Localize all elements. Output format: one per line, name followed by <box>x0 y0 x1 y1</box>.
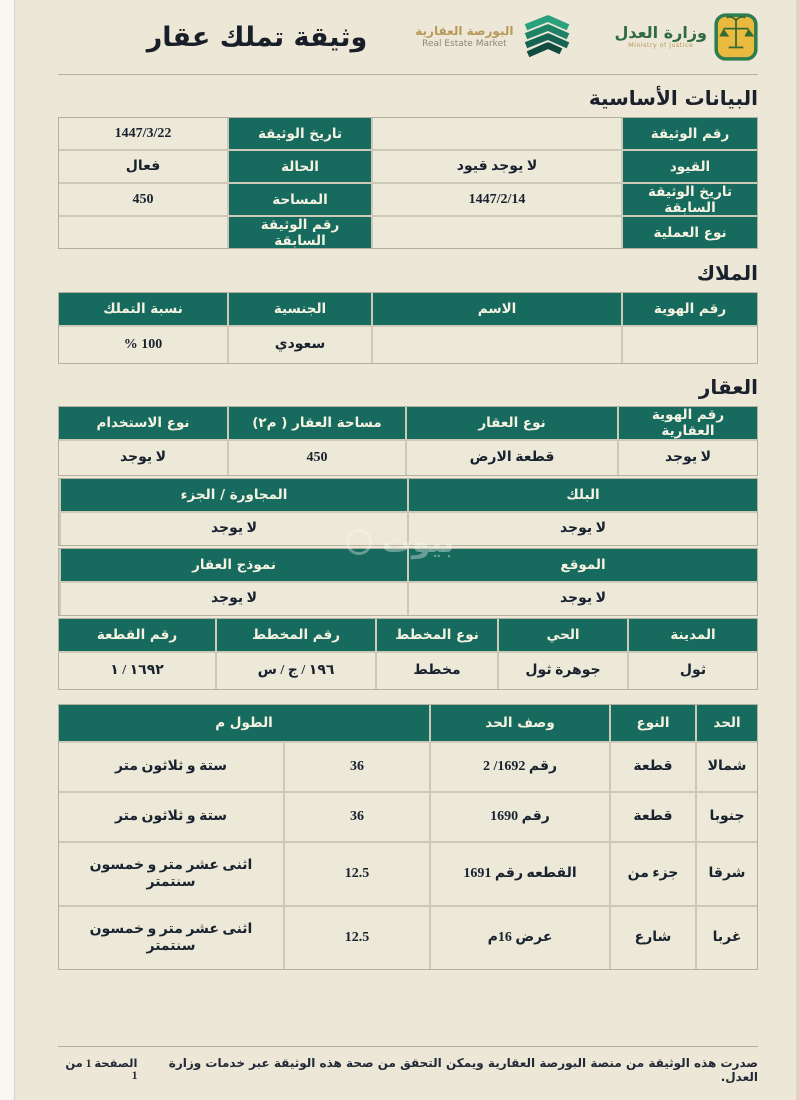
header-cell: النوع <box>611 705 695 741</box>
value-cell: جنوبا <box>697 793 757 841</box>
header-cell: رقم الوثيقة <box>623 118 757 149</box>
header-cell: المدينة <box>629 619 757 651</box>
real-estate-market-logo <box>415 14 574 60</box>
value-cell: لا يوجد قيود <box>373 151 621 182</box>
header-cell: الاسم <box>373 293 621 325</box>
value-cell: شارع <box>611 907 695 969</box>
rem-map-icon <box>520 14 574 60</box>
value-cell: عرض 16م <box>431 907 609 969</box>
value-cell: رقم 1690 <box>431 793 609 841</box>
value-cell: القطعه رقم 1691 <box>431 843 609 905</box>
header-cell: نوع المخطط <box>377 619 497 651</box>
value-cell <box>373 327 621 363</box>
value-cell <box>373 118 621 149</box>
value-cell: اثنى عشر متر و خمسون سنتمتر <box>59 843 283 905</box>
footer-note: صدرت هذه الوثيقة من منصة البورصة العقارية ويمكن التحقق من صحة هذه الوثيقة عبر خدمات وزارة العدل. <box>168 1056 758 1084</box>
header-cell: نوع العملية <box>623 217 757 248</box>
value-cell: لا يوجد <box>619 441 757 475</box>
value-cell: لا يوجد <box>61 583 407 615</box>
value-cell: 36 <box>285 743 429 791</box>
value-cell <box>59 217 227 248</box>
moj-emblem-icon <box>714 13 758 61</box>
photo-edge-left <box>0 0 15 1100</box>
header-cell: نسبة التملك <box>59 293 227 325</box>
section-title-basic: البيانات الأساسية <box>588 86 758 110</box>
moj-logo-text <box>614 24 707 50</box>
value-cell: جزء من <box>611 843 695 905</box>
header-cell: المجاورة / الجزء <box>61 479 407 511</box>
value-cell: % 100 <box>59 327 227 363</box>
value-cell: 12.5 <box>285 907 429 969</box>
header-cell: وصف الحد <box>431 705 609 741</box>
value-cell: لا يوجد <box>409 513 757 545</box>
header-cell: رقم الهوية <box>623 293 757 325</box>
watermark-text: بيوت <box>381 524 455 560</box>
section-title-owners: الملاك <box>696 261 758 285</box>
value-cell: 36 <box>285 793 429 841</box>
value-cell: 450 <box>229 441 405 475</box>
value-cell: قطعة <box>611 743 695 791</box>
header-cell: رقم الوثيقة السابقة <box>229 217 371 248</box>
value-cell: شمالا <box>697 743 757 791</box>
value-cell: فعال <box>59 151 227 182</box>
value-cell: مخطط <box>377 653 497 689</box>
header-cell: نموذج العقار <box>61 549 407 581</box>
value-cell: ١٦٩٢ / ١ <box>59 653 215 689</box>
value-cell: ثول <box>629 653 757 689</box>
value-cell: شرقا <box>697 843 757 905</box>
header-cell: الجنسية <box>229 293 371 325</box>
rem-name-en: Real Estate Market <box>422 38 507 49</box>
value-cell: 1447/3/22 <box>59 118 227 149</box>
property-table-block <box>58 478 758 546</box>
header-cell: رقم المخطط <box>217 619 375 651</box>
boundaries-table <box>58 704 758 970</box>
document-title: وثيقة تملك عقار <box>146 21 368 53</box>
header-cell: تاريخ الوثيقة <box>229 118 371 149</box>
value-cell: جوهرة ثول <box>499 653 627 689</box>
value-cell: 12.5 <box>285 843 429 905</box>
value-cell: 1447/2/14 <box>373 184 621 215</box>
header-cell: نوع العقار <box>407 407 617 439</box>
header-cell: الحي <box>499 619 627 651</box>
header-cell: تاريخ الوثيقة السابقة <box>623 184 757 215</box>
property-table-main <box>58 406 758 476</box>
header-cell: القيود <box>623 151 757 182</box>
value-cell: لا يوجد <box>59 441 227 475</box>
value-cell <box>373 217 621 248</box>
value-cell: اثنى عشر متر و خمسون سنتمتر <box>59 907 283 969</box>
section-title-property: العقار <box>698 375 758 399</box>
property-table-location <box>58 548 758 616</box>
document-header <box>58 0 758 75</box>
value-cell: قطعة الارض <box>407 441 617 475</box>
page-number: الصفحة 1 من 1 <box>65 1058 138 1082</box>
document-footer <box>58 1046 758 1084</box>
value-cell: لا يوجد <box>409 583 757 615</box>
value-cell: قطعة <box>611 793 695 841</box>
document-content <box>58 0 758 970</box>
value-cell: ستة و ثلاثون متر <box>59 793 283 841</box>
owners-table <box>58 292 758 364</box>
header-cell: رقم الهوية العقارية <box>619 407 757 439</box>
value-cell: ١٩٦ / ج / س <box>217 653 375 689</box>
header-cell: مساحة العقار ( م٢) <box>229 407 405 439</box>
header-cell: الطول م <box>59 705 429 741</box>
moj-name-en: Ministry of Justice <box>628 41 694 50</box>
basic-data-table <box>58 117 758 249</box>
value-cell: رقم 1692/ 2 <box>431 743 609 791</box>
value-cell: 450 <box>59 184 227 215</box>
header-cell: المساحة <box>229 184 371 215</box>
value-cell <box>623 327 757 363</box>
header-cell: الموقع <box>409 549 757 581</box>
header-cell: رقم القطعة <box>59 619 215 651</box>
photo-edge-right <box>796 0 800 1100</box>
rem-logo-text <box>415 25 513 49</box>
value-cell: لا يوجد <box>61 513 407 545</box>
header-cell: الحالة <box>229 151 371 182</box>
value-cell: سعودي <box>229 327 371 363</box>
header-cell: الحد <box>697 705 757 741</box>
property-table-plan <box>58 618 758 690</box>
header-cell: نوع الاستخدام <box>59 407 227 439</box>
value-cell: غربا <box>697 907 757 969</box>
value-cell: ستة و ثلاثون متر <box>59 743 283 791</box>
rem-name-ar: البورصة العقارية <box>415 23 514 38</box>
moj-name-ar: وزارة العدل <box>614 23 707 43</box>
ministry-of-justice-logo <box>614 13 758 61</box>
header-cell: البلك <box>409 479 757 511</box>
